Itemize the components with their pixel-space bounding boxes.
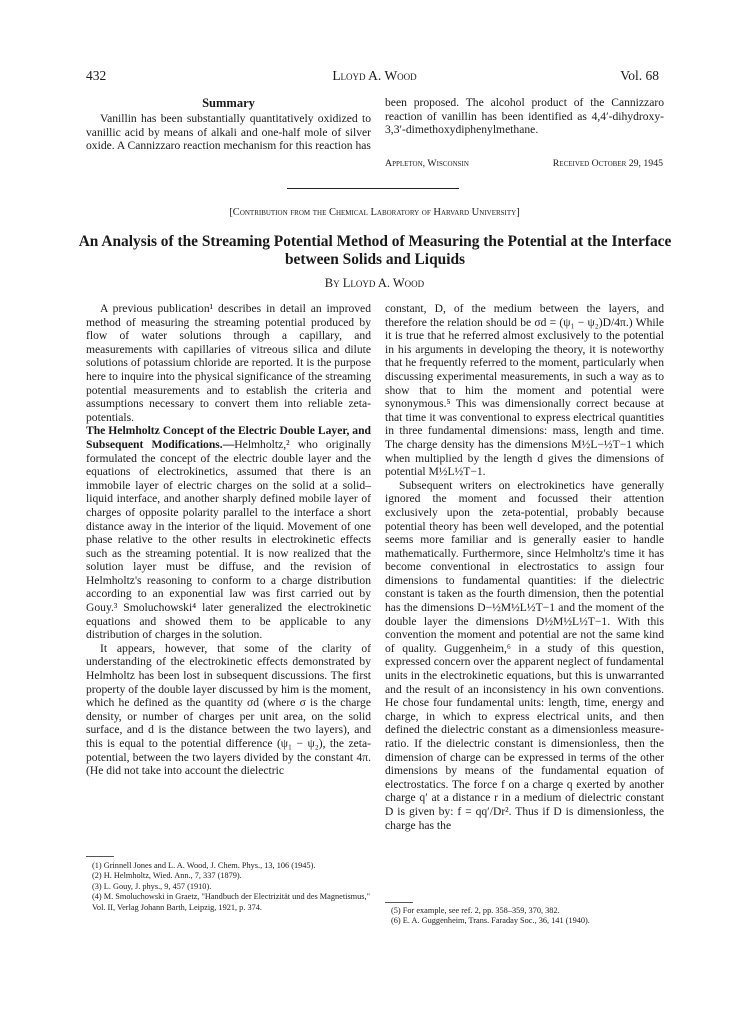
helmholtz-paragraph: Helmholtz,² who originally formulated the concept of the electric double layer and the equations of electrokinetics, assumed that there is an immobile layer of electric charges on the solid at a solid–liquid interface, and another sharply defined mobile layer of charges of opposite polarity parallel to the interface a short distance away in the interior of the liquid. Movement of one phase relative to the other results in electrokinetic effects such as the streaming potential. It is now realized that the solution layer must be diffuse, and the revision of Helmholtz's reasoning to conform to a charge distribution according to an exponential law was first carried out by Gouy.³ Smoluchowski⁴ later generalized the electrokinetic equations and showed them to be applicable to any distribution of charges in the solution. — [86, 437, 372, 642]
left-footnotes — [86, 861, 371, 913]
footnote-2: (2) H. Helmholtz, Wied. Ann., 7, 337 (1879). — [92, 871, 242, 881]
summary-left-text — [86, 112, 371, 153]
subsequent-writers-paragraph: Subsequent writers on electrokinetics have generally ignored the moment and focussed their attention exclusively upon the zeta-potential, probably because potential theory has been well developed, and the potential seems more familiar and is generally easier to handle mathematically. Furthermore, since Helmholtz's time it has become conventional in electrostatics to assign four dimensions to fundamental quantities: if the dielectric constant is taken as the fourth dimension, then the potential has the dimensions D−½M½L½T−1 and the moment of the double layer the dimensions D½M½L½T−1. With this convention the moment and potential are not the same kind of quality. Guggenheim,⁶ in a study of this question, expressed concern over the apparent neglect of fundamental units in the electrokinetic equations, but this is unwarranted and the result of an inconsistency in his own conventions. He chose four fundamental units: length, time, energy and charge, in which to express electrical units, and then defined the dielectric constant as a dimensionless measure-ratio. If the dielectric constant is dimensionless, then the dimension of charge can be expressed in terms of the other dimensions by means of the fundamental equation of electrostatics. The force f on a charge q exerted by another charge q′ at a distance r in a medium of dielectric constant D is given by: f = qq′/Dr². Thus if D is dimensionless, the charge has the — [385, 478, 664, 832]
clarity-paragraph: It appears, however, that some of the clarity of understanding of the electrokinetic effects demonstrated by Helmholtz has been lost in subsequent discussions. The first property of the double layer discussed by him is the moment, which he defined as the quantity σd (where σ is the charge density, or number of charges per unit area, on the solid surface, and d is the distance between the two layers), and this is equal to the potential difference (ψ₁ − ψ₂), the zeta-potential, between the two layers divided by the constant 4π. (He did not take into account the dielectric — [86, 641, 371, 778]
left-column — [86, 302, 371, 778]
footnote-6: (6) E. A. Guggenheim, Trans. Faraday Soc., 36, 141 (1940). — [391, 916, 590, 926]
summary-left-paragraph: Vanillin has been substantially quantitatively oxidized to vanillic acid by means of alkali and one-half mole of silver oxide. A Cannizzaro reaction mechanism for this reaction has — [86, 112, 371, 153]
contribution-line: [Contribution from the Chemical Laboratory of Harvard University] — [229, 207, 520, 218]
right-column — [385, 302, 664, 832]
section-divider — [287, 188, 459, 189]
volume-label: Vol. 68 — [620, 68, 659, 83]
dielectric-paragraph: constant, D, of the medium between the layers, and therefore the relation should be σd = (ψ₁ − ψ₂)D/4π.) While it is true that he referred almost exclusively to the potential in his arguments in developing the theory, it is noteworthy that he frequently referred to the moment, particularly when discussing experimental measurements, in such a way as to show that to him the moment and potential were synonymous.⁵ This was dimensionally correct because at that time it was conventional to express electrical quantities in three fundamental dimensions: mass, length and time. The charge density has the dimensions M½L−½T−1 which when multiplied by the length d gives the dimensions of potential M½L½T−1. — [385, 302, 664, 479]
summary-heading: Summary — [202, 96, 255, 110]
byline: By Lloyd A. Wood — [324, 276, 425, 290]
summary-right-paragraph: been proposed. The alcohol product of the Cannizzaro reaction of vanillin has been identified as 4,4′-dihydroxy-3,3′-dimethoxydiphenylmethane. — [385, 96, 664, 137]
section-heading: The Helmholtz Concept of the Electric Double Layer, and Subsequent Modifications.— — [86, 424, 371, 451]
footnote-rule-left — [86, 856, 114, 857]
footnote-rule-right — [385, 902, 413, 903]
intro-paragraph: A previous publication¹ describes in detail an improved method of measuring the streaming potential produced by flow of water solutions through a capillary, and measurements with capillaries of vitreous silica and dilute solutions of potassium chloride are reported. It is the purpose here to inquire into the physical significance of the streaming potential measurements and to establish the criteria and assumptions necessary to convert them into reliable zeta-potentials. — [86, 302, 371, 424]
footnote-4: (4) M. Smoluchowski in Graetz, "Handbuch der Electrizität und des Magnetismus," Vol. II, Verlag Johann Barth, Leipzig, 1921, p. 374. — [92, 892, 370, 912]
running-title: Lloyd A. Wood — [332, 68, 417, 83]
footnote-1: (1) Grinnell Jones and L. A. Wood, J. Chem. Phys., 13, 106 (1945). — [92, 861, 316, 870]
right-footnotes — [385, 906, 664, 927]
footnote-3: (3) L. Gouy, J. phys., 9, 457 (1910). — [92, 881, 212, 891]
received-date: Received October 29, 1945 — [552, 158, 663, 169]
page-number: 432 — [86, 68, 107, 83]
article-title: An Analysis of the Streaming Potential Method of Measuring the Potential at the Interface between Solids and Liquids — [78, 233, 672, 268]
footnote-5: (5) For example, see ref. 2, pp. 358–359, 370, 382. — [391, 906, 560, 915]
summary-right-text — [385, 96, 664, 137]
author-location: Appleton, Wisconsin — [385, 158, 469, 169]
